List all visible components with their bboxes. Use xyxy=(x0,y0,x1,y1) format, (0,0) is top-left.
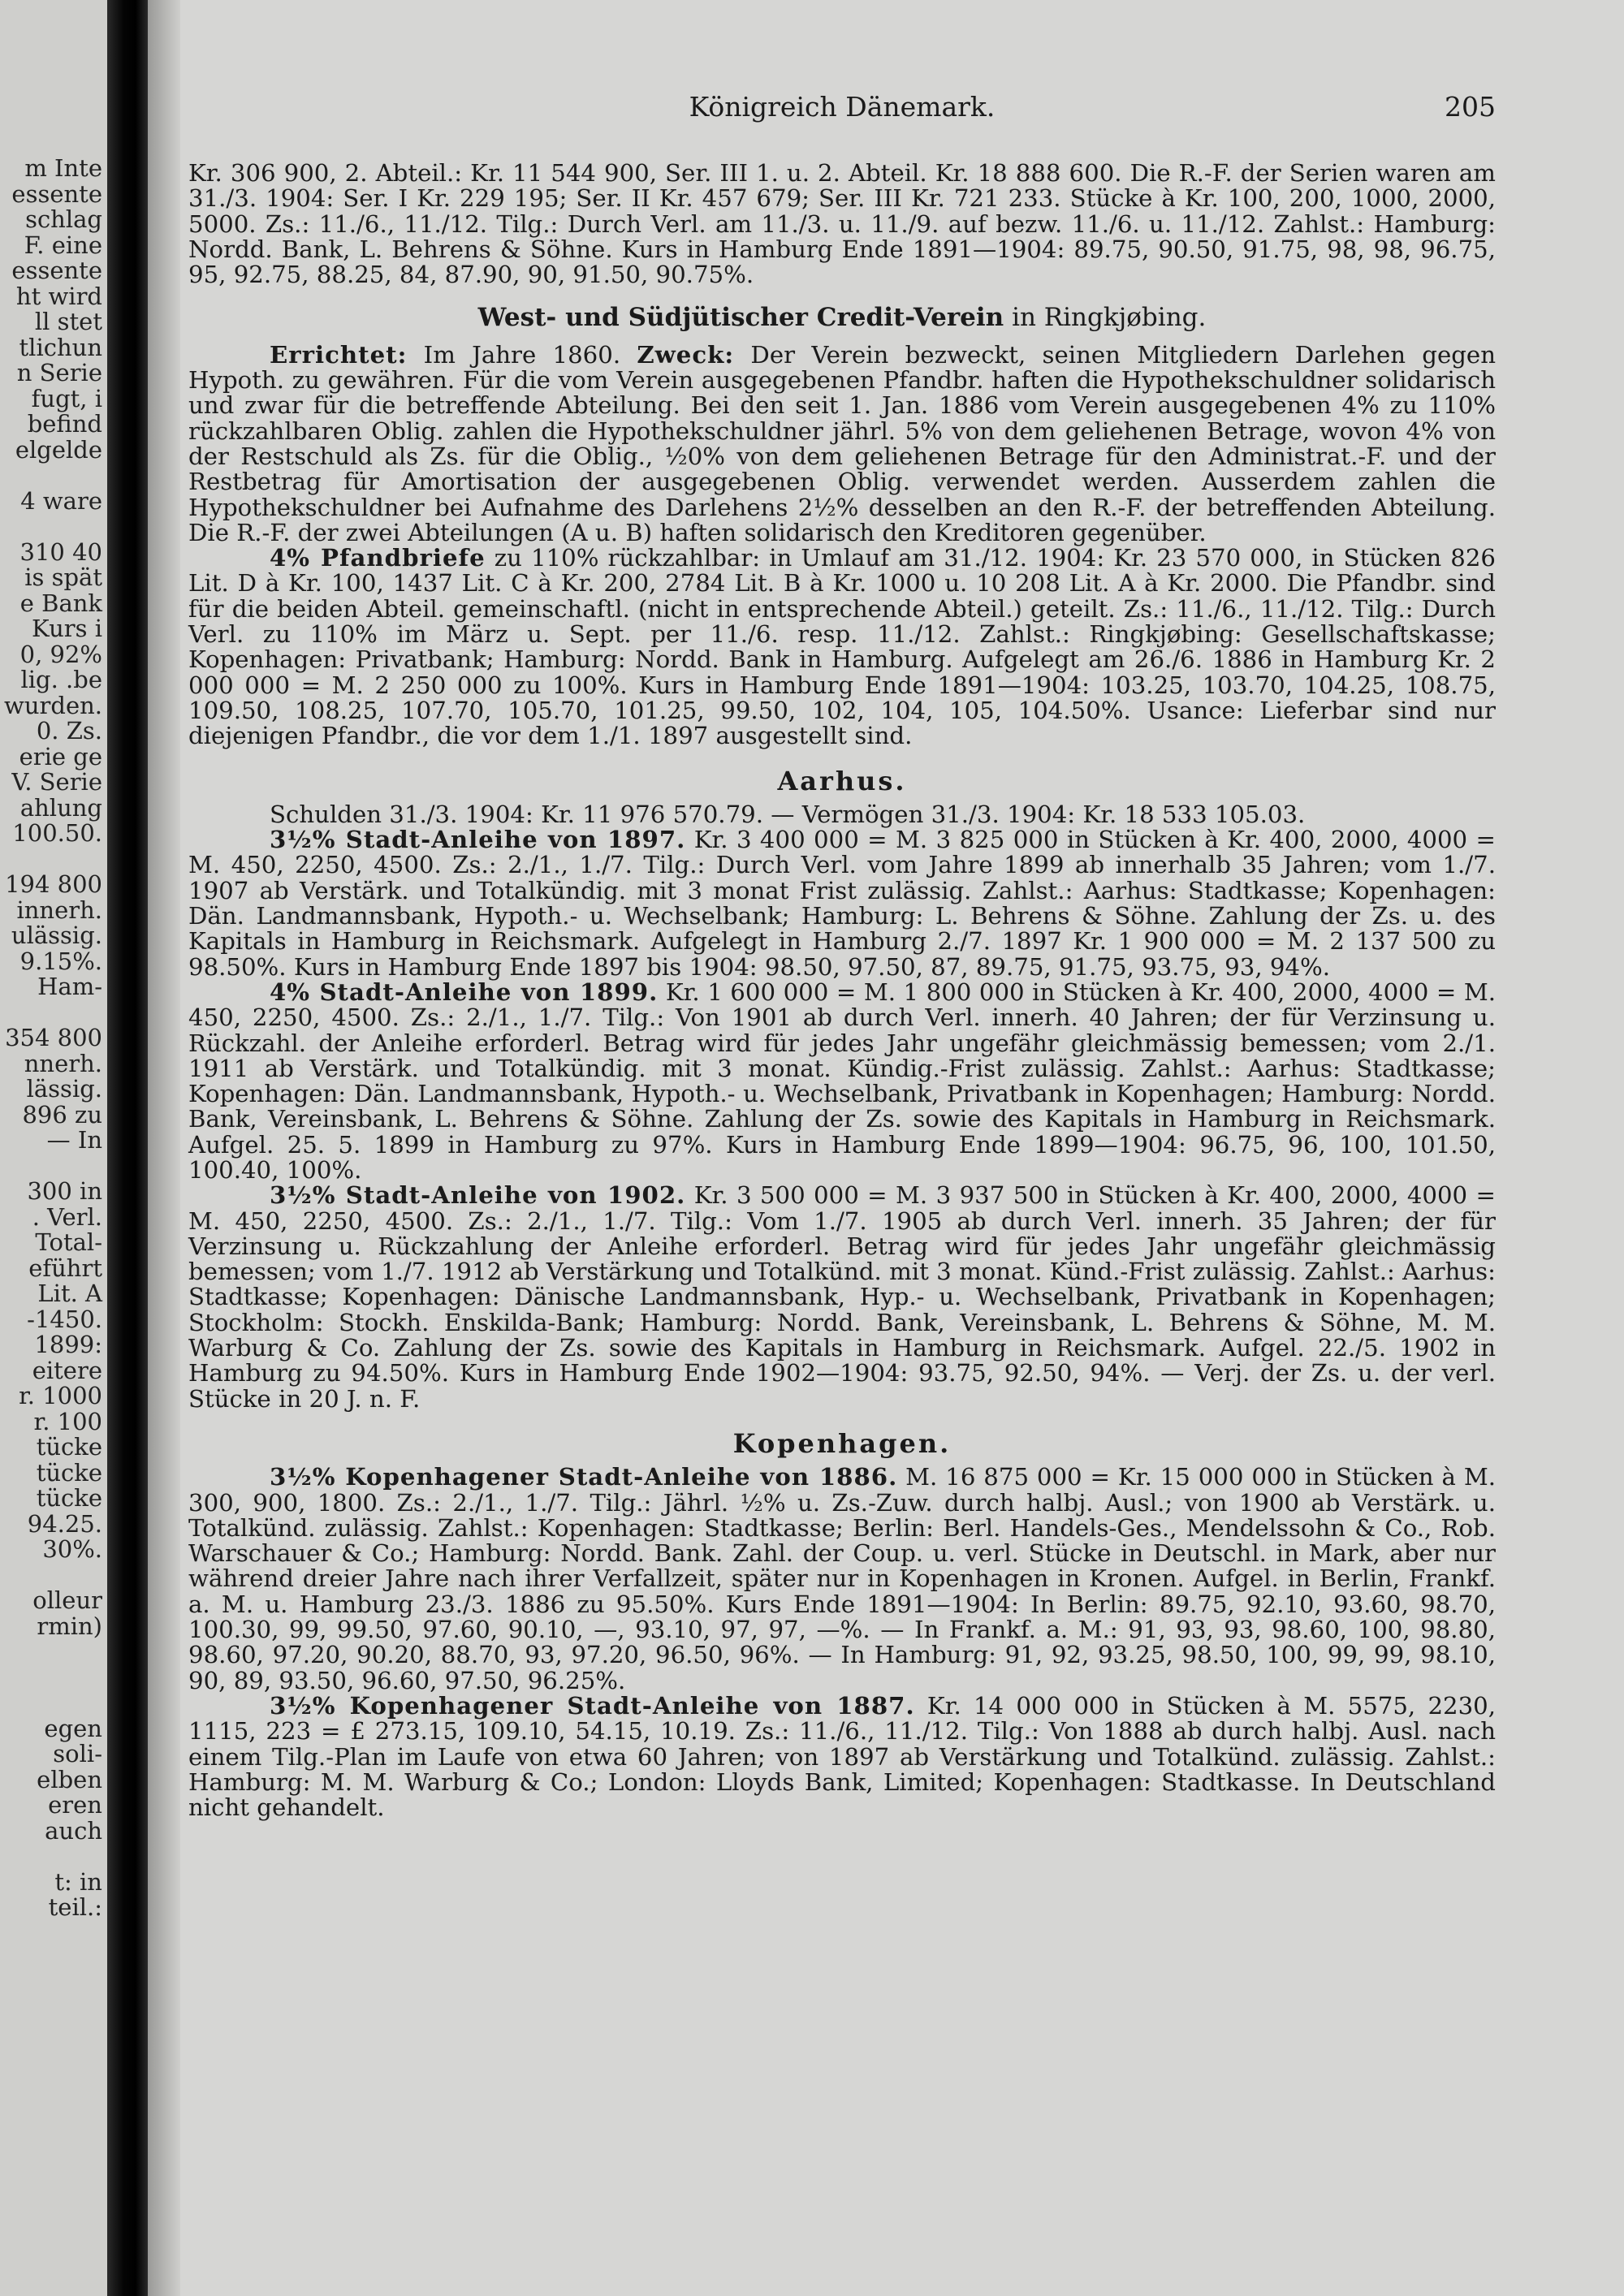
city-heading-aarhus: Aarhus. xyxy=(777,765,907,796)
zweck-label: Zweck: xyxy=(637,340,735,369)
errichtet-label: Errichtet: xyxy=(270,340,408,369)
facing-page-fragment-line: wurden. xyxy=(4,691,102,719)
facing-page-fragment-line: tücke xyxy=(36,1458,102,1487)
facing-page-fragment-line: teil.: xyxy=(48,1893,102,1921)
facing-page-fragment-line: auch xyxy=(45,1816,102,1845)
facing-page-fragment-line: innerh. xyxy=(16,896,102,924)
aarhus-schulden: Schulden 31./3. 1904: Kr. 11 976 570.79. — Vermögen 31./3. 1904: Kr. 18 533 105.03. xyxy=(270,800,1306,828)
facing-page-fragment-line: essente xyxy=(11,257,102,284)
facing-page-fragment-line: e Bank xyxy=(19,589,102,617)
facing-page-fragment-line: eführt xyxy=(28,1254,102,1282)
facing-page-fragment-line: soli- xyxy=(53,1740,102,1767)
book-gutter-shadow xyxy=(107,0,148,2296)
facing-page-fragment-line: Ham- xyxy=(37,973,102,1000)
facing-page-fragment-line: befind xyxy=(27,410,102,438)
facing-page-fragment-line: rmin) xyxy=(37,1612,102,1640)
facing-page-fragment-line: lässig. xyxy=(26,1075,102,1103)
facing-page-fragment-line: V. Serie xyxy=(11,768,102,796)
facing-page-fragment-line: 0, 92% xyxy=(19,640,102,668)
facing-page-fragment-line: fugt, i xyxy=(31,384,102,412)
facing-page-fragment-line: olleur xyxy=(32,1586,102,1614)
page-number: 205 xyxy=(1445,91,1496,123)
facing-page-fragment-line: essente xyxy=(11,179,102,208)
facing-page-fragment-line: 30%. xyxy=(42,1535,102,1563)
facing-page-fragment-line: 0. Zs. xyxy=(36,717,102,744)
facing-page-fragment-line: schlag xyxy=(25,205,102,233)
west-title: West- und Südjütischer Credit-Verein xyxy=(477,303,1004,333)
kopenhagen-loan-1887 xyxy=(188,1691,1497,1822)
facing-page-fragment-line: eitere xyxy=(32,1356,102,1384)
facing-page-fragment-line: 4 ware xyxy=(20,486,102,515)
aarhus-loan-1902 xyxy=(188,1183,1496,1412)
facing-page-fragment-line: m Inte xyxy=(24,154,102,182)
loan-1887-text: Kr. 14 000 000 in Stücken à M. 5575, 2230, 1115, 223 = £ 273.15, 109.10, 54.15, 10.19. Zs.: 11./6., 11./12. Tilg.: Von 1888 ab durch halbj. Ausl. nach einem Tilg.-Plan im Laufe von etwa 60 Jahren; von 1897 ab Verstärkung und Totalkünd. zulässig. Zahlst.: Hamburg: M. M. Warburg & Co.; London: Lloyds Bank, Limited; Kopenhagen: Stadtkasse. In Deutschland nicht gehandelt. xyxy=(188,1691,1497,1822)
facing-page-fragment-line: n Serie xyxy=(16,359,102,386)
facing-page-fragment-line: 300 in xyxy=(27,1177,102,1205)
facing-page-fragment-line: 194 800 xyxy=(5,870,102,898)
aarhus-loan-1899 xyxy=(188,980,1496,1183)
facing-page-fragment-line: elgelde xyxy=(15,435,102,464)
west-title-suffix: in Ringkjøbing. xyxy=(1004,303,1207,333)
facing-page-fragment-line: t: in xyxy=(54,1867,102,1896)
facing-page-fragment-line: 100.50. xyxy=(12,819,102,847)
facing-page-fragment-line: Lit. A xyxy=(37,1280,102,1307)
loan-1899-text: Kr. 1 600 000 = M. 1 800 000 in Stücken à Kr. 400, 2000, 4000 = M. 450, 2250, 4500. Zs.: 2./1., 1./7. Tilg.: Von 1901 ab durch Verl. innerh. 40 Jahren; der für Verzinsung u. Rückzahl. der Anleihe erforderl. Betrag wird für jedes Jahr ungefähr gleichmässig bemessen; vom 2./1. 1911 ab Verstärk. und Totalkündig. mit 3 monat. Kündig.-Frist zulässig. Zahlst.: Aarhus: Stadtkasse; Kopenhagen: Dän. Landmannsbank, Hypoth.- u. Wechselbank, Privatbank in Kopenhagen; Hamburg: Nordd. Bank, Vereinsbank, L. Behrens & Söhne. Zahlung der Zs. sowie des Kapitals in Hamburg in Reichsmark. Aufgel. 25. 5. 1899 in Hamburg zu 97%. Kurs in Hamburg Ende 1899—1904: 96.75, 96, 100, 101.50, 100.40, 100%. xyxy=(188,978,1496,1184)
facing-page-fragment-line: lig. .be xyxy=(20,666,102,693)
facing-page-fragment-line: 94.25. xyxy=(27,1509,102,1538)
facing-page-fragment-line: 1899: xyxy=(34,1331,102,1358)
loan-1886-text: M. 16 875 000 = Kr. 15 000 000 in Stücken à M. 300, 900, 1800. Zs.: 2./1., 1./7. Tilg.: Jährl. ½% u. Zs.-Zuw. durch halbj. Ausl.; von 1900 ab Verstärk. u. Totalkünd. zulässig. Zahlst.: Kopenhagen: Stadtkasse; Berlin: Berl. Handels-Ges., Mendelssohn & Co., Rob. Warschauer & Co.; Hamburg: Nordd. Bank. Zahl. der Coup. u. verl. Stücke in Deutschl. in Mark, aber nur während dreier Jahre nach ihrer Verfallzeit, später nur in Kopenhagen in Kronen. Aufgel. in Berlin, Frankf. a. M. u. Hamburg 23./3. 1886 zu 95.50%. Kurs Ende 1891—1904: In Berlin: 89.75, 92.10, 93.60, 98.70, 100.30, 99, 99.50, 97.60, 90.10, —, 93.10, 97, 97, —%. — In Frankf. a. M.: 91, 93, 93, 98.60, 100, 98.80, 98.60, 97.20, 90.20, 88.70, 93, 97.20, 96.50, 96%. — In Hamburg: 91, 92, 93.25, 98.50, 100, 99, 99, 98.10, 90, 89, 93.50, 96.60, 97.50, 96.25%. xyxy=(188,1463,1496,1694)
facing-page-fragment-line: F. eine xyxy=(24,231,102,259)
loan-1897-label: 3½% Stadt-Anleihe von 1897. xyxy=(270,826,686,854)
zweck-text: Der Verein bezweckt, seinen Mitgliedern Darlehen gegen Hypoth. zu gewähren. Für die vom Verein ausgegebenen Pfandbr. haften die Hypothekschuldner solidarisch und zwar für die betreffende Abteilung. Bei den seit 1. Jan. 1886 vom Verein ausgegebenen 4% zu 110% rückzahlbaren Oblig. zahlen die Hypothekschuldner jährl. 5% von dem geliehenen Betrage, wovon 4% von der Restschuld als Zs. für die Oblig., ½0% von dem geliehenen Betrage für den Administrat.-F. und der Restbetrag für Amortisation der ausgegebenen Oblig. verwendet werden. Ausserdem zahlen die Hypothekschuldner bei Aufnahme des Darlehens 2½% desselben an den R.-F. der betreffenden Abteilung. Die R.-F. der zwei Abteilungen (A u. B) haften solidarisch den Kreditoren gegenüber. xyxy=(188,340,1496,546)
intro-paragraph: Kr. 306 900, 2. Abteil.: Kr. 11 544 900, Ser. III 1. u. 2. Abteil. Kr. 18 888 600. Die R.-F. der Serien waren am 31./3. 1904: Ser. I Kr. 229 195; Ser. II Kr. 457 679; Ser. III Kr. 721 233. Stücke à Kr. 100, 200, 1000, 2000, 5000. Zs.: 11./6., 11./12. Tilg.: Durch Verl. am 11./3. u. 11./9. auf bezw. 11./6. u. 11./12. Zahlst.: Hamburg: Nordd. Bank, L. Behrens & Söhne. Kurs in Hamburg Ende 1891—1904: 89.75, 90.50, 91.75, 98, 98, 96.75, 95, 92.75, 88.25, 84, 87.90, 90, 91.50, 90.75%. xyxy=(188,159,1496,289)
pfandbriefe-text: zu 110% rückzahlbar: in Umlauf am 31./12. 1904: Kr. 23 570 000, in Stücken 826 Lit. D à Kr. 100, 1437 Lit. C à Kr. 200, 2784 Lit. B à Kr. 1000 u. 10 208 Lit. A à Kr. 2000. Die Pfandbr. sind für die beiden Abteil. gemeinschaftl. (nicht in entsprechende Abteil.) geteilt. Zs.: 11./6., 11./12. Tilg.: Durch Verl. zu 110% im März u. Sept. per 11./6. resp. 11./12. Zahlst.: Ringkjøbing: Gesellschaftskasse; Kopenhagen: Privatbank; Hamburg: Nordd. Bank in Hamburg. Aufgelegt am 26./6. 1886 in Hamburg Kr. 2 000 000 = M. 2 250 000 zu 100%. Kurs in Hamburg Ende 1891—1904: 103.25, 103.70, 104.25, 108.75, 109.50, 108.25, 107.70, 105.70, 101.25, 99.50, 102, 104, 105, 104.50%. Usance: Lieferbar sind nur diejenigen Pfandbr., die vor dem 1./1. 1897 ausgestellt sind. xyxy=(188,544,1496,750)
pfandbriefe-label: 4% Pfandbriefe xyxy=(270,544,486,572)
facing-page-fragment-line: 896 zu xyxy=(22,1100,102,1129)
facing-page-fragment-line: eren xyxy=(48,1791,102,1819)
facing-page-fragment-line: tücke xyxy=(36,1433,102,1461)
facing-page-fragment-line: ht wird xyxy=(15,282,102,310)
facing-page-fragment-line: 310 40 xyxy=(19,537,102,566)
facing-page-fragment-line: — In xyxy=(46,1126,102,1154)
facing-page-fragment-line: 354 800 xyxy=(5,1024,102,1051)
running-header xyxy=(188,91,1496,127)
aarhus-loan-1897 xyxy=(188,827,1496,980)
facing-page-fragment-line: . Verl. xyxy=(32,1202,102,1231)
section-title-west xyxy=(188,303,1496,333)
facing-page-fragment-line: -1450. xyxy=(27,1305,102,1333)
facing-page-fragment-line: 9.15%. xyxy=(19,947,102,975)
loan-1902-label: 3½% Stadt-Anleihe von 1902. xyxy=(270,1181,686,1210)
city-heading-kopenhagen: Kopenhagen. xyxy=(732,1427,952,1459)
gutter-fade xyxy=(148,0,180,2296)
previous-page-fragment xyxy=(0,0,107,2296)
facing-page-fragment-line: elben xyxy=(37,1765,102,1793)
running-title: Königreich Dänemark. xyxy=(689,91,996,123)
facing-page-fragment-line: erie ge xyxy=(19,742,102,770)
loan-1887-label: 3½% Kopenhagener Stadt-Anleihe von 1887. xyxy=(270,1691,915,1720)
facing-page-fragment-line: tlichun xyxy=(19,333,102,361)
loan-1886-label: 3½% Kopenhagener Stadt-Anleihe von 1886. xyxy=(270,1463,898,1491)
facing-page-fragment-line: r. 1000 xyxy=(19,1382,102,1409)
errichtet-text: Im Jahre 1860. xyxy=(407,340,637,369)
facing-page-fragment-line: r. 100 xyxy=(33,1407,102,1435)
kopenhagen-loan-1886 xyxy=(188,1465,1496,1694)
facing-page-fragment-line: ulässig. xyxy=(11,921,102,949)
facing-page-fragment-line: Kurs i xyxy=(32,615,102,642)
page-body xyxy=(188,161,1496,1820)
facing-page-fragment-line: ll stet xyxy=(34,308,102,335)
facing-page-fragment-line: nnerh. xyxy=(24,1049,102,1077)
loan-1899-label: 4% Stadt-Anleihe von 1899. xyxy=(270,978,659,1006)
facing-page-fragment-line: is spät xyxy=(24,563,102,591)
loan-1902-text: Kr. 3 500 000 = M. 3 937 500 in Stücken à Kr. 400, 2000, 4000 = M. 450, 2250, 4500. Zs.: 2./1., 1./7. Tilg.: Vom 1./7. 1905 ab durch Verl. innerh. 35 Jahren; der für Verzinsung u. Rückzahlung der Anleihe erforderl. Betrag wird für jedes Jahr ungefähr gleichmässig bemessen; vom 1./7. 1912 ab Verstärkung und Totalkünd. mit 3 monat. Künd.-Frist zulässig. Zahlst.: Aarhus: Stadtkasse; Kopenhagen: Dänische Landmannsbank, Hyp.- u. Wechselbank, Privatbank in Kopenhagen; Stockholm: Stockh. Enskilda-Bank; Hamburg: Nordd. Bank, Vereinsbank, L. Behrens & Söhne, M. M. Warburg & Co. Zahlung der Zs. sowie des Kapitals in Hamburg in Reichsmark. Aufgel. 22./5. 1902 in Hamburg zu 94.50%. Kurs in Hamburg Ende 1902—1904: 93.75, 92.50, 94%. — Verj. der Zs. u. der verl. Stücke in 20 J. n. F. xyxy=(188,1181,1496,1413)
west-description xyxy=(188,340,1496,546)
loan-1897-text: Kr. 3 400 000 = M. 3 825 000 in Stücken à Kr. 400, 2000, 4000 = M. 450, 2250, 4500. Zs.: 2./1., 1./7. Tilg.: Durch Verl. vom Jahre 1899 ab innerhalb 35 Jahren; vom 1./7. 1907 ab Verstärk. und Totalkündig. mit 3 monat Frist zulässig. Zahlst.: Aarhus: Stadtkasse; Kopenhagen: Dän. Landmannsbank, Hypoth.- u. Wechselbank; Hamburg: L. Behrens & Söhne. Zahlung der Zs. u. des Kapitals in Hamburg in Reichsmark. Aufgelegt in Hamburg 2./7. 1897 Kr. 1 900 000 = M. 2 137 500 zu 98.50%. Kurs in Hamburg Ende 1897 bis 1904: 98.50, 97.50, 87, 89.75, 91.75, 93.75, 93, 94%. xyxy=(188,826,1496,981)
facing-page-fragment-line: Total- xyxy=(35,1228,102,1256)
facing-page-fragment-line: ahlung xyxy=(19,793,102,822)
facing-page-fragment-line: egen xyxy=(44,1714,102,1742)
west-pfandbriefe xyxy=(188,546,1496,749)
facing-page-fragment-line: tücke xyxy=(36,1484,102,1512)
